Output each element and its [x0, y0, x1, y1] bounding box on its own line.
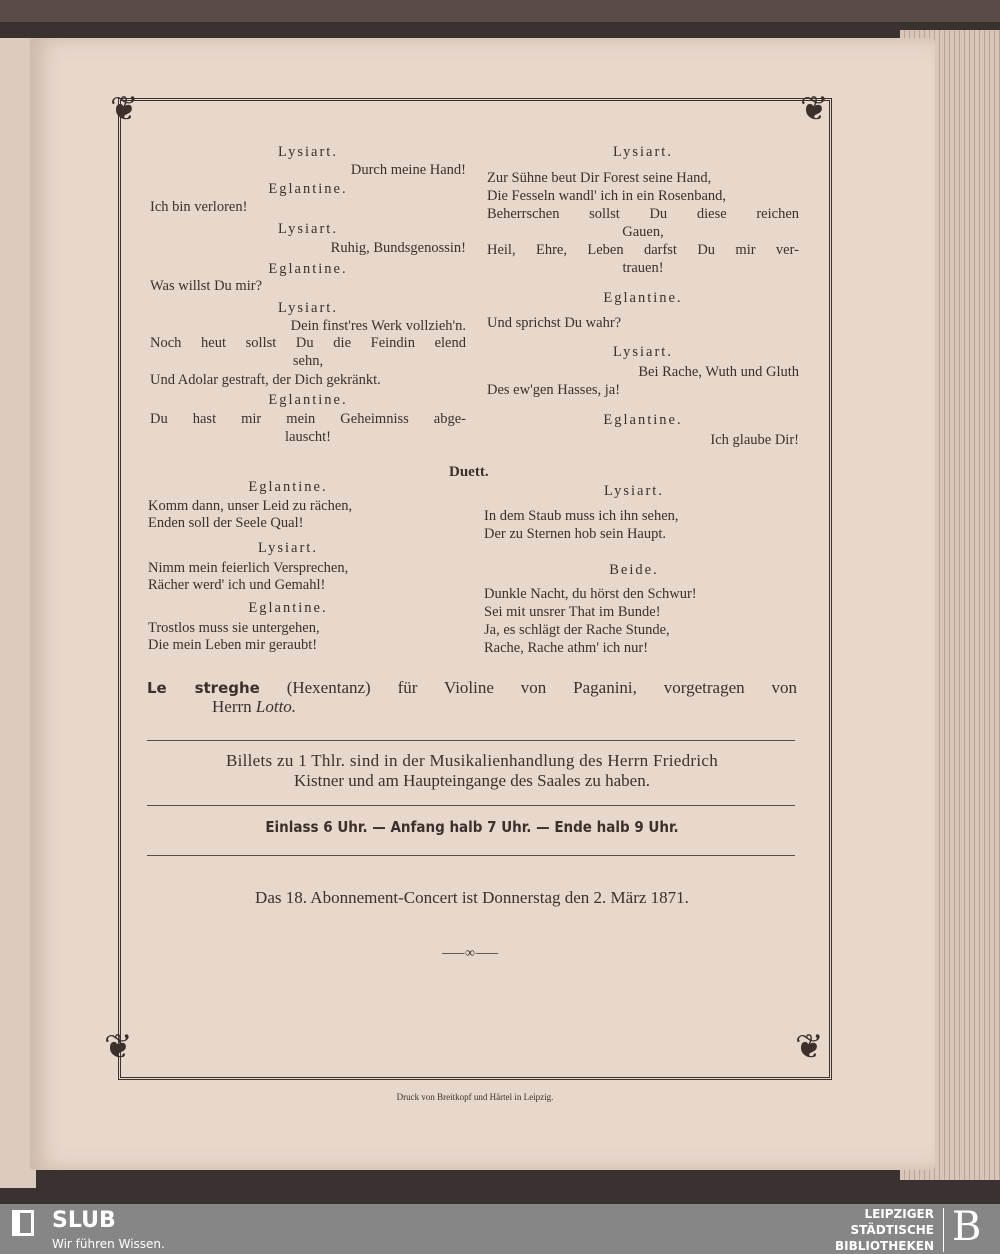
slub-tagline: Wir führen Wissen.: [52, 1237, 165, 1251]
verse-line: Heil, Ehre, Leben darfst Du mir ver-: [487, 242, 799, 258]
verse-line: Du hast mir mein Geheimniss abge-: [150, 411, 466, 427]
verse-line: Noch heut sollst Du die Feindin elend: [150, 335, 466, 351]
duett-heading: Duett.: [449, 464, 489, 480]
verse-line: Durch meine Hand!: [350, 162, 466, 178]
verse-line: Trostlos muss sie untergehen,: [148, 620, 320, 636]
verse-line: trauen!: [622, 260, 664, 276]
program-line-1: [147, 678, 797, 698]
verse-line: lauscht!: [285, 429, 331, 445]
speaker-name: Lysiart.: [278, 300, 338, 316]
speaker-name: Lysiart.: [278, 221, 338, 237]
speaker-name: Beide.: [609, 562, 659, 578]
verse-line: Ruhig, Bundsgenossin!: [330, 240, 466, 256]
verse-line: Enden soll der Seele Qual!: [148, 515, 304, 531]
verse-line: Rache, Rache athm' ich nur!: [484, 640, 649, 656]
verse-line: Der zu Sternen hob sein Haupt.: [484, 526, 667, 542]
printer-note: Druck von Breitkopf und Härtel in Leipzig.: [396, 1092, 554, 1102]
speaker-name: Eglantine.: [268, 181, 348, 197]
verse-line: Beherrschen sollst Du diese reichen: [487, 206, 799, 222]
footer-bar: [0, 1204, 1000, 1254]
verse-line: Und sprichst Du wahr?: [487, 315, 622, 331]
speaker-name: Eglantine.: [603, 412, 683, 428]
speaker-name: Lysiart.: [258, 540, 318, 556]
corner-ornament-icon: ❦: [104, 1027, 133, 1067]
divider: [147, 805, 795, 806]
verse-line: Rächer werd' ich und Gemahl!: [148, 577, 326, 593]
verse-line: Zur Sühne beut Dir Forest seine Hand,: [487, 170, 712, 186]
divider: [147, 855, 795, 856]
verse-line: Gauen,: [622, 224, 664, 240]
speaker-name: Eglantine.: [248, 600, 328, 616]
book-top: [0, 0, 1000, 22]
billets-line-1: Billets zu 1 Thlr. sind in der Musikalienhandlung des Herrn Friedrich: [225, 751, 719, 770]
program-line-2: [212, 697, 296, 717]
verse-line: In dem Staub muss ich ihn sehen,: [484, 508, 679, 524]
verse-line: Dunkle Nacht, du hörst den Schwur!: [484, 586, 697, 602]
speaker-name: Lysiart.: [613, 144, 673, 160]
billets-line-2: Kistner und am Haupteingange des Saales zu haben.: [294, 771, 650, 790]
corner-ornament-icon: ❦: [795, 1027, 824, 1067]
verse-line: Die Fesseln wandl' ich in ein Rosenband,: [487, 188, 727, 204]
verse-line: Nimm mein feierlich Versprechen,: [148, 560, 349, 576]
speaker-name: Eglantine.: [603, 290, 683, 306]
lsb-b-icon: B: [952, 1204, 982, 1250]
performer-name: Lotto.: [255, 697, 297, 716]
corner-ornament-icon: ❦: [110, 89, 139, 129]
logo-divider: [943, 1208, 944, 1252]
speaker-name: Eglantine.: [268, 392, 348, 408]
divider: [147, 740, 795, 741]
verse-line: Ich bin verloren!: [150, 199, 248, 215]
verse-line: Komm dann, unser Leid zu rächen,: [148, 498, 353, 514]
speaker-name: Lysiart.: [613, 344, 673, 360]
next-concert: Das 18. Abonnement-Concert ist Donnerstag den 2. März 1871.: [255, 888, 689, 907]
verse-line: Und Adolar gestraft, der Dich gekränkt.: [150, 372, 381, 388]
corner-ornament-icon: ❦: [800, 89, 829, 129]
verse-line: sehn,: [292, 353, 324, 369]
lsb-logo[interactable]: [835, 1206, 934, 1254]
flourish-icon: ⸺∞⸺: [441, 946, 499, 961]
lsb-line: LEIPZIGER: [864, 1207, 934, 1221]
speaker-name: Lysiart.: [604, 483, 664, 499]
program-text: (Hexentanz) für Violine von Paganini, vorgetragen von: [286, 678, 798, 697]
program-prefix: Herrn: [212, 697, 252, 716]
program-title: Le streghe: [147, 679, 260, 697]
verse-line: Ich glaube Dir!: [710, 432, 799, 448]
lsb-line: BIBLIOTHEKEN: [834, 1239, 934, 1253]
book-icon: [12, 1210, 34, 1236]
speaker-name: Lysiart.: [278, 144, 338, 160]
verse-line: Was willst Du mir?: [150, 278, 262, 294]
lsb-line: STÄDTISCHE: [850, 1223, 934, 1237]
slub-logo[interactable]: SLUB: [52, 1208, 116, 1233]
verse-line: Bei Rache, Wuth und Gluth: [638, 364, 799, 380]
verse-line: Die mein Leben mir geraubt!: [148, 637, 318, 653]
speaker-name: Eglantine.: [268, 261, 348, 277]
verse-line: Ja, es schlägt der Rache Stunde,: [484, 622, 670, 638]
verse-line: Sei mit unsrer That im Bunde!: [484, 604, 661, 620]
speaker-name: Eglantine.: [248, 479, 328, 495]
times-line: Einlass 6 Uhr. — Anfang halb 7 Uhr. — Ende halb 9 Uhr.: [265, 818, 679, 836]
verse-line: Dein finst'res Werk vollzieh'n.: [290, 318, 466, 334]
verse-line: Des ew'gen Hasses, ja!: [487, 382, 621, 398]
